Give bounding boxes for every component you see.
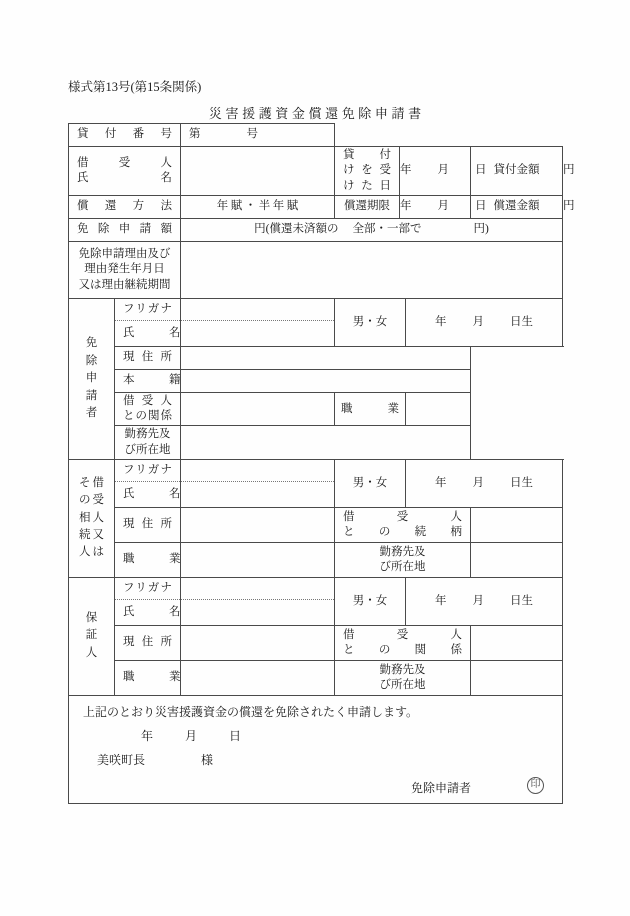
table-row-declaration (69, 695, 563, 803)
applicant-domicile-label-cell (115, 370, 181, 393)
applicant-occupation-input[interactable] (406, 393, 471, 426)
table-row-guarantor-occupation (69, 660, 563, 695)
repay-deadline-input[interactable] (400, 196, 487, 219)
table-row-applicant-address (69, 347, 563, 370)
table-row-applicant-domicile (69, 370, 563, 393)
repay-deadline-field (400, 198, 487, 215)
heir-birth-day: 日生 (510, 476, 533, 489)
loan-number-value-cell[interactable] (181, 124, 335, 147)
applicant-occupation-label-cell (335, 393, 406, 426)
applicant-birthdate-input[interactable] (406, 299, 563, 347)
applicant-occupation-label: 職 業 (341, 402, 399, 415)
applicant-address-label: 現 住 所 (123, 351, 172, 364)
page-title: 災害援護資金償還免除申請書 (208, 106, 425, 121)
repay-deadline-label-cell (335, 196, 400, 219)
heir-furigana-label: フリガナ (123, 463, 172, 476)
guarantor-occupation-label-cell (115, 660, 181, 695)
repay-amount-unit: 円 (563, 200, 575, 213)
loan-date-label-cell (335, 147, 400, 196)
guarantor-workplace-input[interactable] (471, 660, 563, 695)
heir-occupation-label-cell (115, 542, 181, 577)
heir-birth-month: 月 (472, 476, 484, 489)
guarantor-birth-month: 月 (472, 594, 484, 607)
heir-side-label-left: そ の 相 続 人 (79, 477, 91, 559)
heir-occupation-label: 職 業 (123, 553, 181, 566)
guarantor-address-label: 現 住 所 (123, 636, 172, 649)
repay-amount-label: 償還金額 (493, 200, 540, 213)
applicant-birth-year: 年 (435, 315, 447, 328)
reason-input[interactable] (181, 242, 563, 299)
guarantor-workplace-label-cell (335, 660, 471, 695)
borrower-name-input[interactable] (181, 147, 335, 196)
applicant-gender: 男・女 (352, 315, 388, 328)
guarantor-occupation-input[interactable] (181, 660, 335, 695)
table-row-reason (69, 242, 563, 299)
applicant-relation-label: 借 受 人 との関係 (123, 395, 172, 423)
guarantor-relation-label-cell (335, 625, 471, 660)
table-row-heir-name (69, 459, 563, 507)
heir-side-label-text (69, 460, 114, 577)
applicant-side-label-text: 免 除 申 請 者 (85, 337, 98, 420)
loan-date-field (400, 162, 487, 179)
applicant-relation-input[interactable] (181, 393, 335, 426)
loan-amount-label: 貸付金額 (493, 164, 540, 177)
guarantor-furigana-label: フリガナ (123, 581, 172, 594)
heir-workplace-label: 勤務先及 び所在地 (379, 545, 426, 573)
heir-address-label-cell (115, 507, 181, 542)
repay-method-value: 年賦・半年賦 (216, 200, 301, 213)
heir-kinship-label: 借 受 人 との続柄 (343, 510, 462, 538)
applicant-birth-day: 日生 (510, 315, 533, 328)
repay-method-label-cell (69, 196, 181, 219)
guarantor-occupation-label: 職 業 (123, 671, 181, 684)
applicant-domicile-input[interactable] (181, 370, 471, 393)
guarantor-address-label-cell (115, 625, 181, 660)
borrower-name-label-cell (69, 147, 181, 196)
heir-side-label (69, 459, 115, 577)
loan-amount-unit: 円 (563, 164, 575, 177)
loan-number-label: 貸付番号 (77, 128, 172, 141)
table-row-applicant-workplace (69, 426, 563, 459)
applicant-name-label: 氏 名 (123, 326, 181, 339)
guarantor-side-label-text: 保 証 人 (85, 611, 98, 659)
declaration-year: 年 (141, 728, 154, 743)
declaration-applicant-line (69, 768, 562, 803)
declaration-day: 日 (229, 728, 242, 743)
loan-date-label: 貸 付 け を 受 け た 日 (343, 149, 391, 192)
form-number: 様式第13号(第15条関係) (68, 80, 202, 94)
applicant-relation-label-cell (115, 393, 181, 426)
repay-deadline-month: 月 (437, 200, 449, 213)
reason-label: 免除申請理由及び 理由発生年月日 又は理由継続期間 (78, 248, 171, 291)
guarantor-address-input[interactable] (181, 625, 335, 660)
guarantor-name-label-cell (115, 577, 181, 625)
repay-method-label: 償還方法 (77, 200, 172, 213)
heir-address-input[interactable] (181, 507, 335, 542)
table-row-guarantor-name (69, 577, 563, 625)
repay-deadline-day: 日 (475, 200, 487, 213)
guarantor-gender-cell[interactable] (335, 577, 406, 625)
loan-date-day: 日 (475, 164, 487, 177)
applicant-birthdate-field (406, 314, 562, 331)
applicant-furigana-label: フリガナ (123, 302, 172, 315)
exemption-amount-input[interactable] (181, 219, 563, 242)
declaration-date (69, 721, 562, 744)
heir-birthdate-field (406, 475, 562, 492)
applicant-address-label-cell (115, 347, 181, 370)
applicant-address-input[interactable] (181, 347, 471, 370)
loan-date-input[interactable] (400, 147, 487, 196)
guarantor-birth-day: 日生 (510, 594, 533, 607)
heir-name-label-cell (115, 459, 181, 507)
loan-date-month: 月 (437, 164, 449, 177)
loan-date-year: 年 (400, 164, 412, 177)
reason-label-cell (69, 242, 181, 299)
heir-occupation-input[interactable] (181, 542, 335, 577)
guarantor-name-label: 氏 名 (123, 605, 181, 618)
guarantor-gender: 男・女 (352, 594, 388, 607)
exemption-amount-label: 免除申請額 (77, 223, 172, 236)
repay-deadline-label: 償還期限 (344, 200, 390, 213)
guarantor-name-input[interactable] (181, 577, 335, 625)
table-row-applicant-name (69, 299, 563, 347)
table-row-loan-number (69, 124, 563, 147)
heir-gender: 男・女 (352, 476, 388, 489)
applicant-name-input[interactable] (181, 299, 335, 347)
table-row-heir-address (69, 507, 563, 542)
heir-birthdate-input[interactable] (406, 459, 563, 507)
applicant-name-label-cell (115, 299, 181, 347)
declaration-statement: 上記のとおり災害援護資金の償還を免除されたく申請します。 (83, 704, 419, 719)
honorific: 様 (201, 752, 214, 767)
table-row-heir-occupation (69, 542, 563, 577)
repay-deadline-year: 年 (400, 200, 412, 213)
applicant-workplace-label: 勤務先及 び所在地 (124, 428, 171, 456)
guarantor-relation-label: 借 受 人 との関係 (343, 628, 462, 656)
declaration-month: 月 (185, 728, 198, 743)
declaration-cell (69, 695, 563, 803)
heir-kinship-label-cell (335, 507, 471, 542)
table-row-exemption-amount (69, 219, 563, 242)
guarantor-side-label (69, 577, 115, 695)
heir-gender-cell[interactable] (335, 459, 406, 507)
exemption-amount-label-cell (69, 219, 181, 242)
exemption-amount-field (181, 221, 562, 238)
exemption-amount-closing: 円) (473, 223, 489, 236)
heir-name-input[interactable] (181, 459, 335, 507)
table-row-borrower (69, 147, 563, 196)
loan-number-label-cell (69, 124, 181, 147)
heir-kinship-input[interactable] (471, 507, 563, 542)
application-form-table (68, 123, 575, 804)
mayor-title: 美咲町長 (97, 752, 146, 767)
heir-address-label: 現 住 所 (123, 518, 172, 531)
heir-workplace-input[interactable] (471, 542, 563, 577)
declaration-addressee (69, 744, 562, 768)
heir-workplace-label-cell (335, 542, 471, 577)
guarantor-birthdate-field (406, 593, 562, 610)
seal-icon[interactable]: 印 (527, 777, 544, 794)
loan-number-value: 第 号 (189, 128, 258, 141)
guarantor-workplace-label: 勤務先及 び所在地 (379, 663, 426, 691)
applicant-gender-cell[interactable] (335, 299, 406, 347)
table-row-repayment (69, 196, 563, 219)
guarantor-birth-year: 年 (435, 594, 447, 607)
table-row-guarantor-address (69, 625, 563, 660)
table-row-applicant-relation (69, 393, 563, 426)
guarantor-relation-input[interactable] (471, 625, 563, 660)
heir-name-label: 氏 名 (123, 487, 181, 500)
heir-birth-year: 年 (435, 476, 447, 489)
exemption-amount-scope: 全部・一部で (352, 223, 422, 236)
applicant-workplace-input[interactable] (181, 426, 471, 459)
applicant-side-label (69, 299, 115, 460)
applicant-workplace-label-cell (115, 426, 181, 459)
borrower-name-label: 借 受 人 氏 名 (77, 156, 172, 184)
guarantor-birthdate-input[interactable] (406, 577, 563, 625)
heir-side-label-right: 借 受 人 又 は (92, 477, 104, 559)
repay-method-value-cell[interactable] (181, 196, 335, 219)
applicant-domicile-label: 本 籍 (123, 374, 181, 387)
empty-spacer (335, 124, 563, 147)
applicant-signature-label: 免除申請者 (410, 780, 471, 795)
exemption-amount-unit: 円(償還未済額の (254, 223, 339, 236)
applicant-birth-month: 月 (472, 315, 484, 328)
